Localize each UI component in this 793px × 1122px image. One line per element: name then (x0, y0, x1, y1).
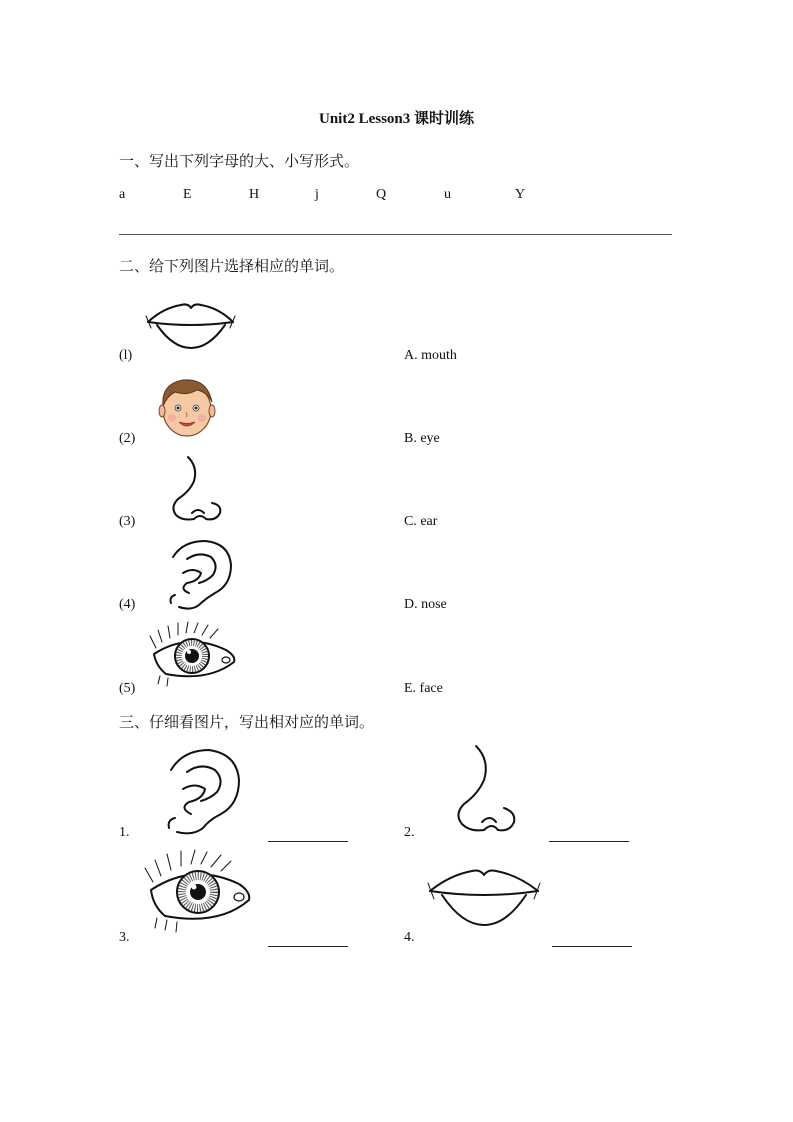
ear-icon (165, 537, 240, 612)
face-icon (157, 376, 217, 438)
option-d: D. nose (404, 597, 447, 612)
section1-heading: 一、写出下列字母的大、小写形式。 (119, 152, 360, 170)
letter-H: H (249, 187, 260, 202)
question-3-label: 3. (119, 930, 130, 945)
nose-icon (452, 744, 522, 836)
answer-blank-1[interactable] (268, 827, 348, 842)
question-4-label: 4. (404, 930, 415, 945)
item-label-5: (5) (119, 681, 136, 696)
answer-line[interactable] (119, 234, 672, 235)
letter-Y: Y (515, 187, 526, 202)
option-b: B. eye (404, 431, 440, 446)
page-title: Unit2 Lesson3 课时训练 (318, 111, 475, 127)
question-2-label: 2. (404, 825, 415, 840)
item-label-1: (l) (119, 348, 133, 363)
answer-blank-4[interactable] (552, 932, 632, 947)
option-e: E. face (404, 681, 443, 696)
letter-u: u (444, 187, 451, 202)
section2-heading: 二、给下列图片选择相应的单词。 (119, 257, 345, 275)
item-label-4: (4) (119, 597, 136, 612)
mouth-icon (143, 298, 238, 353)
question-1-label: 1. (119, 825, 130, 840)
ear-icon (163, 746, 248, 836)
mouth-icon (424, 863, 544, 933)
item-label-2: (2) (119, 431, 136, 446)
answer-blank-2[interactable] (549, 827, 629, 842)
nose-icon (168, 455, 228, 525)
letter-j: j (315, 187, 319, 202)
letter-Q: Q (376, 187, 387, 202)
letter-E: E (183, 187, 192, 202)
option-a: A. mouth (404, 348, 457, 363)
option-c: C. ear (404, 514, 438, 529)
eye-icon (148, 622, 240, 692)
section3-heading: 三、仔细看图片，写出相对应的单词。 (119, 713, 375, 731)
eye-icon (143, 850, 258, 938)
answer-blank-3[interactable] (268, 932, 348, 947)
item-label-3: (3) (119, 514, 136, 529)
letter-a: a (119, 187, 126, 202)
